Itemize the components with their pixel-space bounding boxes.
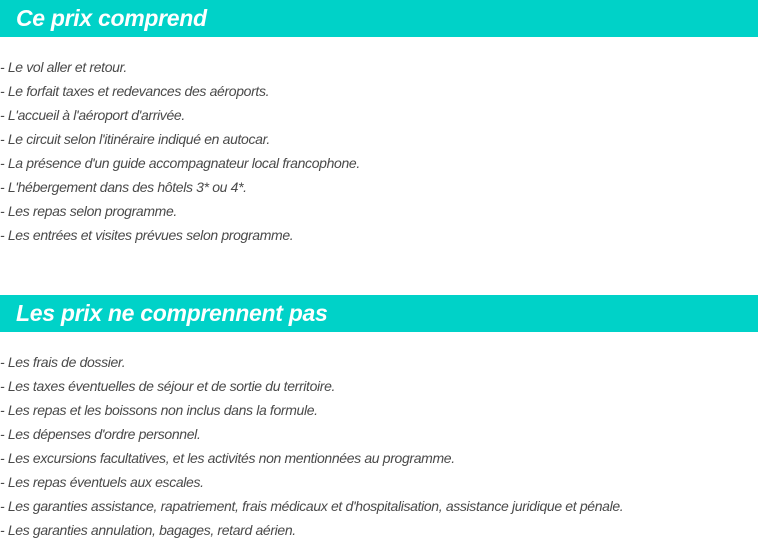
section-heading-not-included: Les prix ne comprennent pas	[0, 295, 758, 332]
list-item: - Le forfait taxes et redevances des aéroports.	[0, 83, 270, 99]
list-item: - Le circuit selon l'itinéraire indiqué en autocar.	[0, 131, 270, 147]
list-item: - Les frais de dossier.	[0, 354, 126, 370]
list-item: - Les repas et les boissons non inclus dans la formule.	[0, 402, 318, 418]
list-item: - Les repas selon programme.	[0, 203, 177, 219]
list-item: - Les taxes éventuelles de séjour et de sortie du territoire.	[0, 378, 336, 394]
list-item: - La présence d'un guide accompagnateur local francophone.	[0, 155, 360, 171]
list-item: - Les excursions facultatives, et les activités non mentionnées au programme.	[0, 450, 455, 466]
list-item: - Les entrées et visites prévues selon programme.	[0, 227, 294, 243]
list-item: - L'accueil à l'aéroport d'arrivée.	[0, 107, 185, 123]
not-included-list	[0, 350, 623, 542]
included-list	[0, 55, 360, 247]
section-heading-included: Ce prix comprend	[0, 0, 758, 37]
list-item: - Le vol aller et retour.	[0, 59, 127, 75]
list-item: - Les garanties assistance, rapatriement, frais médicaux et d'hospitalisation, assistance juridique et pénale.	[0, 498, 624, 514]
list-item: - Les dépenses d'ordre personnel.	[0, 426, 201, 442]
list-item: - Les repas éventuels aux escales.	[0, 474, 204, 490]
list-item: - L'hébergement dans des hôtels 3* ou 4*.	[0, 179, 247, 195]
list-item: - Les garanties annulation, bagages, retard aérien.	[0, 522, 296, 538]
